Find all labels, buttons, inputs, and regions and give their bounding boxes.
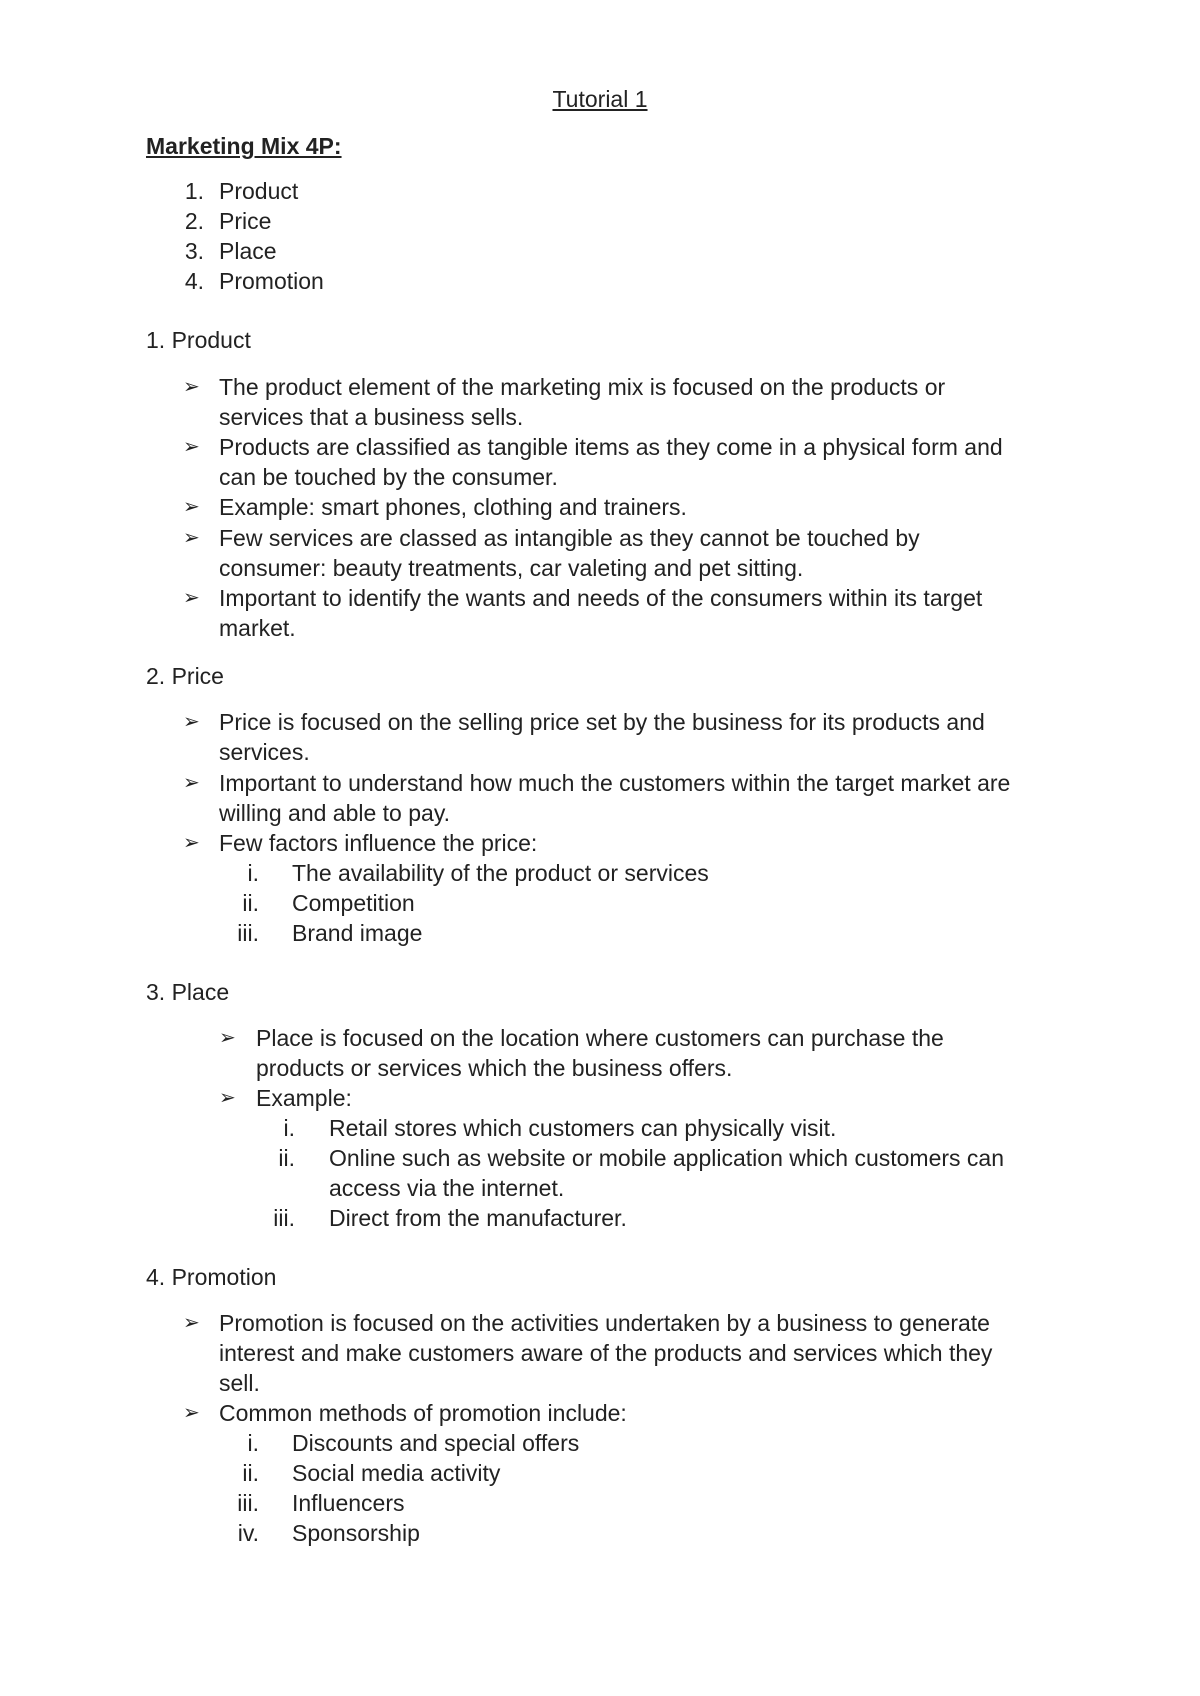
roman-numeral: ii. xyxy=(242,1460,259,1486)
arrow-bullet-icon: ➢ xyxy=(183,772,200,794)
roman-numeral: ii. xyxy=(242,890,259,916)
bullet-line: products or services which the business offers. xyxy=(256,1055,733,1081)
list-item: The availability of the product or services xyxy=(292,860,709,886)
list-item: Competition xyxy=(292,890,415,916)
price-heading: 2. Price xyxy=(146,663,224,689)
list-item: Promotion xyxy=(219,268,324,294)
list-item: Direct from the manufacturer. xyxy=(329,1205,627,1231)
bullet-line: willing and able to pay. xyxy=(219,800,450,826)
page-title: Tutorial 1 xyxy=(552,86,648,112)
place-heading: 3. Place xyxy=(146,979,230,1005)
bullet-line: Example: xyxy=(256,1085,352,1111)
arrow-bullet-icon: ➢ xyxy=(183,527,200,549)
roman-numeral: iv. xyxy=(237,1520,259,1546)
list-item: Product xyxy=(219,178,299,204)
list-item: Retail stores which customers can physically visit. xyxy=(329,1115,837,1141)
roman-numeral: i. xyxy=(247,1430,259,1456)
bullet-line: interest and make customers aware of the products and services which they xyxy=(219,1340,993,1366)
bullet-line: Common methods of promotion include: xyxy=(219,1400,627,1426)
list-item: Influencers xyxy=(292,1490,405,1516)
bullet-line: Few services are classed as intangible as they cannot be touched by xyxy=(219,525,920,551)
arrow-bullet-icon: ➢ xyxy=(183,832,200,854)
bullet-line: Promotion is focused on the activities undertaken by a business to generate xyxy=(219,1310,990,1336)
bullet-line: Products are classified as tangible items as they come in a physical form and xyxy=(219,434,1003,460)
bullet-line: Example: smart phones, clothing and trainers. xyxy=(219,494,687,520)
list-item: Online such as website or mobile application which customers can xyxy=(329,1145,1004,1171)
arrow-bullet-icon: ➢ xyxy=(183,436,200,458)
bullet-line: can be touched by the consumer. xyxy=(219,464,558,490)
list-item: Discounts and special offers xyxy=(292,1430,580,1456)
bullet-line: consumer: beauty treatments, car valeting and pet sitting. xyxy=(219,555,804,581)
roman-numeral: i. xyxy=(247,860,259,886)
list-item: Place xyxy=(219,238,277,264)
bullet-line: services. xyxy=(219,739,310,765)
bullet-line: Few factors influence the price: xyxy=(219,830,538,856)
section-heading: Marketing Mix 4P: xyxy=(146,133,342,159)
list-number: 3. xyxy=(184,238,204,264)
promotion-heading: 4. Promotion xyxy=(146,1264,277,1290)
roman-numeral: i. xyxy=(283,1115,295,1141)
list-item: access via the internet. xyxy=(329,1175,565,1201)
bullet-line: Important to understand how much the customers within the target market are xyxy=(219,770,1011,796)
list-item: Price xyxy=(219,208,272,234)
arrow-bullet-icon: ➢ xyxy=(183,1312,200,1334)
arrow-bullet-icon: ➢ xyxy=(219,1027,236,1049)
bullet-line: sell. xyxy=(219,1370,260,1396)
roman-numeral: ii. xyxy=(278,1145,295,1171)
bullet-line: The product element of the marketing mix is focused on the products or xyxy=(219,374,946,400)
bullet-line: Place is focused on the location where customers can purchase the xyxy=(256,1025,944,1051)
arrow-bullet-icon: ➢ xyxy=(219,1087,236,1109)
bullet-line: Price is focused on the selling price set by the business for its products and xyxy=(219,709,985,735)
list-number: 4. xyxy=(184,268,204,294)
arrow-bullet-icon: ➢ xyxy=(183,496,200,518)
list-item: Brand image xyxy=(292,920,423,946)
roman-numeral: iii. xyxy=(237,920,259,946)
bullet-line: Important to identify the wants and needs of the consumers within its target xyxy=(219,585,983,611)
arrow-bullet-icon: ➢ xyxy=(183,376,200,398)
bullet-line: market. xyxy=(219,615,296,641)
arrow-bullet-icon: ➢ xyxy=(183,587,200,609)
bullet-line: services that a business sells. xyxy=(219,404,524,430)
list-number: 1. xyxy=(184,178,204,204)
roman-numeral: iii. xyxy=(237,1490,259,1516)
list-item: Social media activity xyxy=(292,1460,501,1486)
product-heading: 1. Product xyxy=(146,327,251,353)
list-item: Sponsorship xyxy=(292,1520,420,1546)
roman-numeral: iii. xyxy=(273,1205,295,1231)
list-number: 2. xyxy=(184,208,204,234)
arrow-bullet-icon: ➢ xyxy=(183,711,200,733)
arrow-bullet-icon: ➢ xyxy=(183,1402,200,1424)
